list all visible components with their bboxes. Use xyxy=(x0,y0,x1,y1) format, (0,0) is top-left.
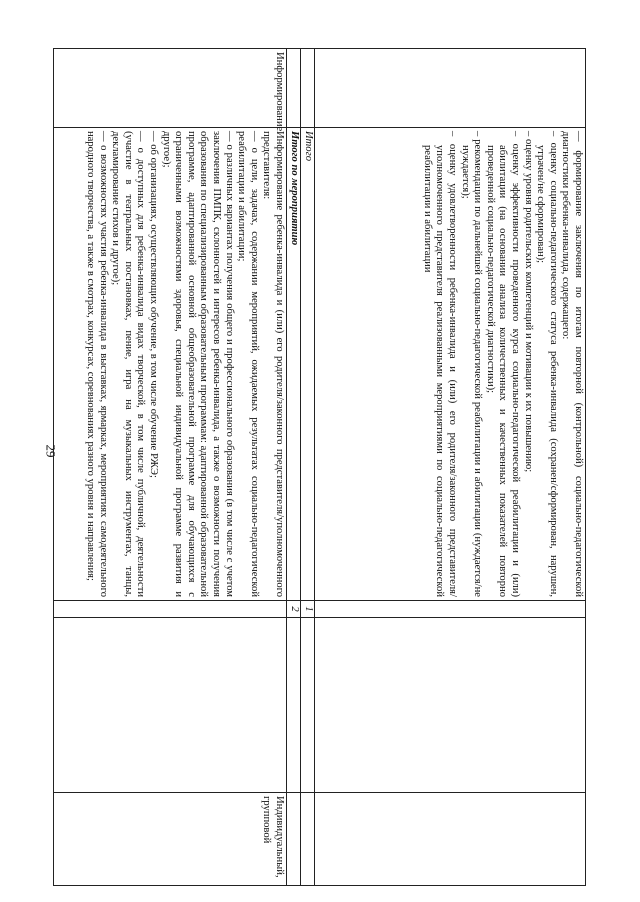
table-row xyxy=(54,49,287,886)
empty-cell xyxy=(301,793,315,886)
rotated-table-page xyxy=(68,48,586,878)
content-item: — об организациях, осуществляющих обучение, в том числе обучение РЖЭ; xyxy=(148,131,160,478)
total-activity-value: 2 xyxy=(287,601,301,618)
activity-name-cell xyxy=(315,49,586,128)
empty-cell xyxy=(287,618,301,793)
content-item: – оценку социально-педагогического статуса ребенка-инвалида (сохранен/сформирован, нарушен, утрачен/не сформирован); xyxy=(535,131,559,597)
content-item: — о различных вариантах получения общего и профессионального образования (в том числе с учетом заключения ПМПК, склонностей и интересов ребенка-инвалида, а также о возможности получения образования по специализированным образовательным программам: адаптированной образовательной программе, адаптированной основной общеобразовательной программе для обучающихся с ограниченными возможностями здоровья, специальной индивидуальной программе развития и другое); xyxy=(160,131,235,597)
total-value: 1 xyxy=(301,601,315,618)
page-number: 29 xyxy=(43,444,59,458)
form-cell xyxy=(315,793,586,886)
table-row xyxy=(301,49,315,886)
activity-content-cell xyxy=(315,128,586,601)
content-intro: Информирование ребенка-инвалида и (или) его родителя/законного представителя/уполномоченного представителя: xyxy=(261,131,285,597)
count-cell xyxy=(315,601,586,618)
empty-cell xyxy=(315,618,586,793)
content-item: – оценку уровня родительских компетенций и мотивации к их повышению; xyxy=(522,131,534,473)
activities-table xyxy=(53,48,586,886)
activity-name-cell: Информирование xyxy=(54,49,287,128)
empty-cell xyxy=(301,49,315,128)
content-item: – оценку эффективности проведенного курса социально-педагогической реабилитации и (или) абилитации (на основании анализа количественных и качественных показателей повторно проведенной социально-педагогической диагностики); xyxy=(484,131,522,597)
empty-cell xyxy=(287,793,301,886)
total-activity-label: Итого по мероприятию xyxy=(287,128,301,601)
table-row xyxy=(287,49,301,886)
content-item: — о возможностях участия ребенка-инвалида в выставках, ярмарках, мероприятиях самодеятельного народного творчества, а также в смотрах, конкурсах, соревнованиях разного уровня и направления; xyxy=(85,131,109,597)
content-item: — о доступных для ребенка-инвалида видах творческой, в том числе публичной, деятельности (участие в театральных постановках, пение, игра на музыкальных инструментах, танцы, декламирование стихов и другое); xyxy=(110,131,147,597)
total-label: Итого xyxy=(301,128,315,601)
empty-cell xyxy=(287,49,301,128)
content-item: — о цели, задачах, содержании мероприятий, ожидаемых результатах социально-педагогической реабилитации и абилитации; xyxy=(236,131,260,597)
content-item: – рекомендации по дальнейшей социально-педагогической реабилитации и абилитации (нуждается/не нуждается); xyxy=(459,131,484,597)
empty-cell xyxy=(301,618,315,793)
form-cell: Индивидуальный, групповой xyxy=(54,793,287,886)
count-cell xyxy=(54,601,287,618)
content-item: — формирование заключения по итогам повторной (контрольной) социально-педагогической диагностики ребенка-инвалида, содержащего: xyxy=(560,131,584,597)
empty-cell xyxy=(54,618,287,793)
activity-content-cell xyxy=(54,128,287,601)
content-item: – оценку удовлетворенности ребенка-инвалида и (или) его родителя/законного представителя/уполномоченного представителя реализованными мероприятиями по социально-педагогической реабилитации и абилитации xyxy=(421,131,459,597)
table-row xyxy=(315,49,586,886)
